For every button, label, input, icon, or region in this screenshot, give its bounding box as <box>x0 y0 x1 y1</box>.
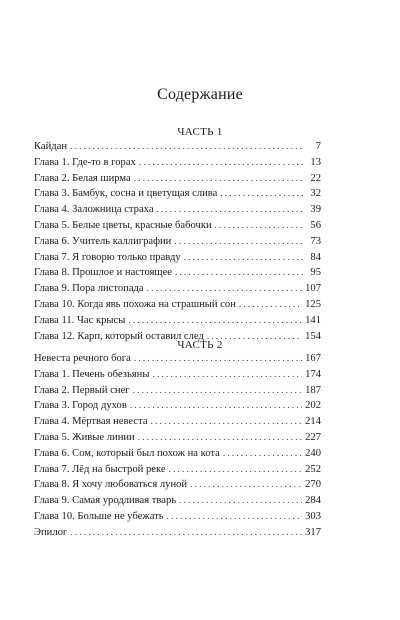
entry-page: 56 <box>310 219 321 231</box>
dot-leader <box>152 369 302 379</box>
entry-title: Глава 2. Первый снег <box>34 384 130 396</box>
toc-entry[interactable] <box>34 141 321 157</box>
dot-leader <box>138 432 302 442</box>
entry-page: 39 <box>310 204 321 216</box>
toc-entry[interactable] <box>34 416 321 432</box>
entry-page: 84 <box>310 251 321 263</box>
entry-page: 187 <box>305 384 321 396</box>
entry-page: 240 <box>305 447 321 459</box>
toc-entry[interactable] <box>34 495 321 511</box>
entry-page: 141 <box>305 314 321 326</box>
entry-page: 95 <box>310 267 321 279</box>
toc-entry[interactable] <box>34 236 321 252</box>
entry-page: 284 <box>305 495 321 507</box>
entry-title: Глава 2. Белая ширма <box>34 172 131 184</box>
toc-entry[interactable] <box>34 315 321 331</box>
entry-title: Глава 8. Прошлое и настоящее <box>34 267 172 279</box>
toc-entry[interactable] <box>34 220 321 236</box>
toc-entry[interactable] <box>34 188 321 204</box>
toc-entry[interactable] <box>34 173 321 189</box>
entry-title: Кайдан <box>34 141 68 152</box>
entry-page: 227 <box>305 431 321 443</box>
dot-leader <box>139 157 304 167</box>
dot-leader <box>151 416 303 426</box>
entry-page: 303 <box>305 510 321 522</box>
part-2-heading: ЧАСТЬ 2 <box>177 339 223 351</box>
entry-title: Глава 4. Мёртвая невеста <box>34 416 148 428</box>
entry-page: 154 <box>305 330 321 342</box>
toc-entry[interactable] <box>34 432 321 448</box>
entry-title: Глава 3. Бамбук, сосна и цветущая слива <box>34 188 218 200</box>
entry-title: Глава 3. Город духов <box>34 400 127 412</box>
toc-entry[interactable] <box>34 204 321 220</box>
entry-page: 32 <box>310 188 321 200</box>
entry-title: Глава 7. Я говорю только правду <box>34 251 181 263</box>
dot-leader <box>220 188 304 198</box>
dot-leader <box>190 479 302 489</box>
toc-entry[interactable] <box>34 448 321 464</box>
entry-title: Глава 1. Печень обезьяны <box>34 368 150 380</box>
dot-leader <box>174 236 304 246</box>
dot-leader <box>175 267 304 277</box>
entry-page: 270 <box>305 479 321 491</box>
entry-page: 107 <box>305 283 321 295</box>
entry-title: Глава 4. Заложница страха <box>34 204 154 216</box>
entry-title: Глава 7. Лёд на быстрой реке <box>34 463 166 475</box>
toc-entry[interactable] <box>34 283 321 299</box>
toc-entry[interactable] <box>34 464 321 480</box>
toc-entry[interactable] <box>34 157 321 173</box>
entry-page: 214 <box>305 416 321 428</box>
dot-leader <box>130 400 302 410</box>
toc-entry[interactable] <box>34 252 321 268</box>
part-1-list <box>34 141 321 346</box>
toc-entry[interactable] <box>34 385 321 401</box>
dot-leader <box>215 220 304 230</box>
page-title: Содержание <box>157 86 243 103</box>
dot-leader <box>179 495 302 505</box>
entry-title: Глава 11. Час крысы <box>34 314 126 326</box>
part-2-list <box>34 353 321 543</box>
dot-leader <box>239 299 302 309</box>
toc-entry[interactable] <box>34 369 321 385</box>
entry-page: 7 <box>315 141 321 152</box>
entry-title: Глава 10. Больше не убежать <box>34 510 164 522</box>
dot-leader <box>147 283 302 293</box>
toc-entry[interactable] <box>34 479 321 495</box>
dot-leader <box>157 204 304 214</box>
part-1-heading: ЧАСТЬ 1 <box>177 126 223 138</box>
dot-leader <box>134 173 304 183</box>
entry-title: Глава 8. Я хочу любоваться луной <box>34 479 188 491</box>
entry-title: Глава 10. Когда явь похожа на страшный сон <box>34 298 236 310</box>
entry-title: Глава 9. Пора листопада <box>34 283 144 295</box>
entry-title: Невеста речного бога <box>34 353 131 364</box>
toc-entry[interactable] <box>34 267 321 283</box>
entry-page: 125 <box>305 298 321 310</box>
dot-leader <box>167 511 302 521</box>
dot-leader <box>134 353 302 363</box>
toc-entry[interactable] <box>34 353 321 369</box>
entry-title: Глава 5. Живые линии <box>34 431 135 443</box>
entry-title: Эпилог <box>34 526 68 538</box>
entry-page: 13 <box>310 156 321 168</box>
dot-leader <box>70 527 302 537</box>
dot-leader <box>223 448 302 458</box>
entry-page: 202 <box>305 400 321 412</box>
toc-entry[interactable] <box>34 527 321 543</box>
entry-page: 22 <box>310 172 321 184</box>
toc-entry[interactable] <box>34 511 321 527</box>
dot-leader <box>133 385 302 395</box>
entry-page: 167 <box>305 353 321 364</box>
entry-page: 317 <box>305 526 321 538</box>
entry-page: 73 <box>310 235 321 247</box>
entry-title: Глава 9. Самая уродливая тварь <box>34 495 177 507</box>
entry-title: Глава 6. Учитель каллиграфии <box>34 235 172 247</box>
entry-page: 252 <box>305 463 321 475</box>
entry-title: Глава 6. Сом, который был похож на кота <box>34 447 220 459</box>
dot-leader <box>128 315 302 325</box>
entry-title: Глава 12. Карп, который оставил след <box>34 330 204 342</box>
entry-title: Глава 1. Где-то в горах <box>34 156 136 168</box>
dot-leader <box>169 464 303 474</box>
entry-title: Глава 5. Белые цветы, красные бабочки <box>34 219 212 231</box>
entry-page: 174 <box>305 368 321 380</box>
toc-entry[interactable] <box>34 400 321 416</box>
dot-leader <box>184 252 304 262</box>
toc-entry[interactable] <box>34 299 321 315</box>
dot-leader <box>70 141 304 151</box>
